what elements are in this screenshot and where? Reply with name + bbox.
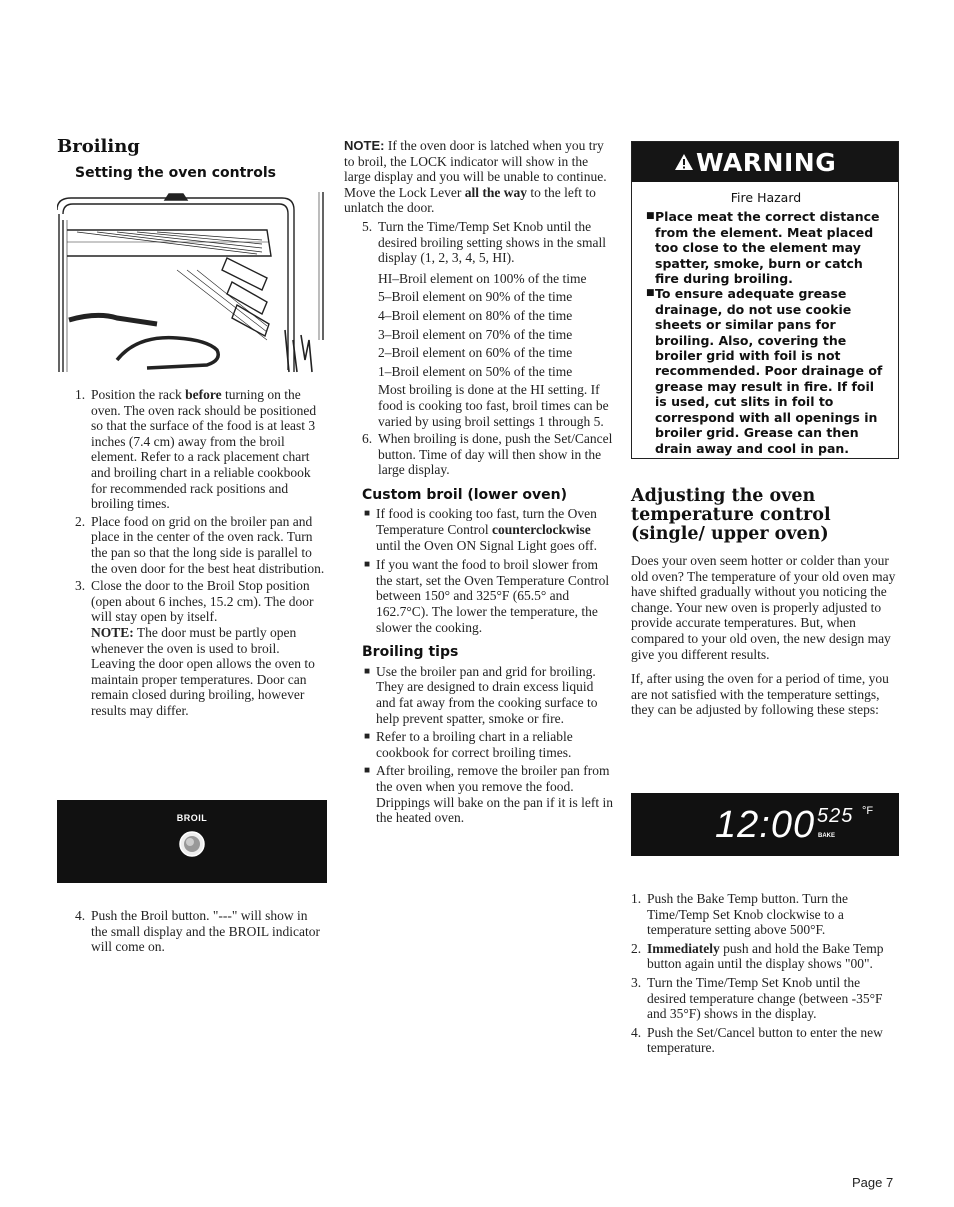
bullet-text: until the Oven ON Signal Light goes off. [376, 537, 597, 553]
oven-display-panel [631, 793, 899, 856]
step-text: Turn the Time/Temp Set Knob until the desired broiling setting shows in the small display (1, 2, 3, 4, 5, HI). [378, 218, 606, 266]
note-text: to the left to unlatch the door. [344, 184, 596, 216]
display-bake-indicator: BAKE [818, 833, 836, 839]
custom-bullet-2: ■ If you want the food to broil slower from the start, set the Oven Temperature Control between 150° and 325°F (65.5° and 162.7°C). The lower the temperature, the slower the cooking. [364, 557, 610, 635]
tip-item: ■ After broiling, remove the broiler pan from the oven when you remove the food. Drippings will bake on the pan if it is left in the heated oven. [364, 763, 613, 826]
step-number: 5. [362, 218, 373, 234]
warning-header [632, 142, 898, 182]
warning-bullet-1: ■ Place meat the correct distance from the element. Meat placed too close to the element may spatter, smoke, burn or catch fire during broiling. [646, 209, 880, 287]
step-number: 1. [75, 387, 86, 402]
section-title-broiling: Broiling [57, 136, 140, 157]
step-text: Push the Broil button. "---" will show in the small display and the BROIL indicator will come on. [91, 908, 320, 955]
tip-text: Refer to a broiling chart in a reliable cookbook for correct broiling times. [376, 729, 573, 760]
step-text: turning on the oven. The oven rack should be positioned so that the surface of the food is at least 3 inches (7.4 cm) away from the broil element. Refer to a rack placement chart and broiling chart in a reliable cookbook for recommended rack positions and broiling times. [91, 387, 317, 512]
step-text: push and hold the Bake Temp button again until the display shows "00". [647, 940, 884, 972]
bullet-text: If food is cooking too fast, turn the Oven Temperature Control [376, 506, 597, 538]
step-number: 1. [631, 891, 642, 906]
adjust-step-4 [613, 1025, 899, 1056]
oven-rack-illustration [57, 190, 327, 375]
step-text: When broiling is done, push the Set/Cancel button. Time of day will then show in the large display. [378, 431, 613, 478]
adjust-steps [613, 891, 899, 1058]
display-temp: 525 [817, 805, 854, 827]
step-number: 6. [362, 431, 373, 447]
broil-setting: 4–Broil element on 80% of the time [378, 307, 573, 323]
step-number: 4. [631, 1024, 642, 1040]
step-number: 2. [631, 940, 642, 956]
step-bold: Immediately [647, 940, 720, 956]
broil-button[interactable] [178, 830, 206, 858]
middle-column [344, 138, 614, 828]
adjust-section [631, 487, 899, 718]
tip-item: ■ Use the broiler pan and grid for broiling. They are designed to drain excess liquid and fat away from the cooking surface to help prevent spatter, smoke or fire. [364, 663, 598, 726]
warning-body [632, 182, 898, 456]
custom-broil-title: Custom broil (lower oven) [362, 486, 567, 503]
subtitle-setting-controls: Setting the oven controls [75, 165, 276, 181]
custom-bullet-1: ■ If food is cooking too fast, turn the Oven Temperature Control counterclockwise until the Oven ON Signal Light goes off. [364, 506, 597, 553]
step-2 [57, 514, 327, 576]
step-number: 3. [75, 578, 86, 594]
adjust-title: Adjusting the oven temperature control (single/ upper oven) [631, 486, 831, 544]
step-number: 2. [75, 513, 86, 529]
bullet-bold: counterclockwise [492, 522, 591, 538]
custom-broil-list [362, 506, 614, 635]
broiling-tips-title: Broiling tips [362, 644, 459, 661]
broil-control-panel [57, 800, 327, 883]
warning-text: To ensure adequate grease drainage, do not use cookie sheets or similar pans for broiling. Also, covering the broiler grid with foil is not recommended. Poor drainage of grease may result in fire. If foil is used, cut slits in foil to correspond with all openings in broiler grid. Grease can then drain away and cool in pan. [655, 286, 883, 456]
note-bold: all the way [464, 184, 527, 200]
adjust-step-3 [613, 975, 899, 1022]
left-column [57, 136, 327, 181]
lock-note [344, 138, 614, 216]
display-unit: °F [862, 805, 874, 817]
note-label: NOTE: [91, 624, 134, 640]
step-6 [344, 431, 614, 478]
broil-setting: 2–Broil element on 60% of the time [378, 345, 573, 361]
tip-text: Use the broiler pan and grid for broiling. They are designed to drain excess liquid and fat away from the cooking surface to help prevent spatter, smoke or fire. [376, 663, 598, 726]
step-number: 4. [75, 908, 86, 923]
broil-settings-list [378, 271, 614, 429]
adjust-step-1 [613, 891, 899, 938]
step-5 [344, 219, 614, 429]
step-text: Turn the Time/Temp Set Knob until the desired temperature change (between -35°F and 35°F) shows in the display. [647, 974, 883, 1022]
warning-bullet-2: ■ To ensure adequate grease drainage, do not use cookie sheets or similar pans for broiling. Also, covering the broiler grid with foil is not recommended. Poor drainage of grease may result in fire. If foil is used, cut slits in foil to correspond with all openings in broiler grid. Grease can then drain away and cool in pan. [646, 286, 883, 456]
step-text: Push the Set/Cancel button to enter the new temperature. [647, 1024, 883, 1056]
warning-text: Place meat the correct distance from the element. Meat placed too close to the element may spatter, smoke, burn or catch fire during broiling. [655, 209, 880, 287]
note-text: The door must be partly open whenever the oven is used to broil. Leaving the door open allows the oven to maintain proper temperatures. Door can remain closed during broiling, however results may differ. [91, 624, 315, 718]
step-number: 3. [631, 974, 642, 990]
warning-label: WARNING [696, 147, 837, 177]
broil-setting: 1–Broil element on 50% of the time [378, 363, 573, 379]
adjust-paragraph-2: If, after using the oven for a period of time, you are not satisfied with the temperature settings, they can be adjusted by following these steps: [631, 671, 889, 718]
adjust-paragraph-1: Does your oven seem hotter or colder than your old oven? The temperature of your old oven may have shifted gradually without you noticing the change. Your new oven is properly adjusted to provide accurate temperatures. But, when compared to your old oven, the new design may give you different results. [631, 553, 896, 662]
note-label: NOTE: [344, 138, 385, 153]
step-4 [57, 908, 327, 957]
step-text: Push the Bake Temp button. Turn the Time/Temp Set Knob clockwise to a temperature setting above 500°F. [647, 891, 848, 938]
tip-text: After broiling, remove the broiler pan from the oven when you remove the food. Drippings will bake on the pan if it is left in the heated oven. [376, 763, 613, 826]
bullet-text: If you want the food to broil slower from the start, set the Oven Temperature Control between 150° and 325°F (65.5° and 162.7°C). The lower the temperature, the slower the cooking. [376, 557, 610, 635]
broil-note: Most broiling is done at the HI setting. If food is cooking too fast, broil times can be varied by using broil settings 1 through 5. [378, 382, 609, 429]
note-text: If the oven door is latched when you try to broil, the LOCK indicator will show in the large display and you will be unable to continue. Move the Lock Lever [344, 138, 607, 200]
page-number: Page 7 [852, 1175, 894, 1190]
adjust-step-2 [613, 941, 899, 972]
broil-setting: 5–Broil element on 90% of the time [378, 289, 573, 305]
tip-item: ■ Refer to a broiling chart in a reliable cookbook for correct broiling times. [364, 729, 573, 760]
note-paragraph [91, 625, 327, 719]
warning-triangle-icon [674, 153, 694, 171]
display-time: 12:00 [715, 804, 816, 846]
step-1 [57, 387, 327, 512]
hazard-title: Fire Hazard [730, 190, 802, 205]
step-text: Position the rack [91, 387, 186, 402]
step-text: Close the door to the Broil Stop position (open about 6 inches, 15.2 cm). The door will stay open by itself. [91, 578, 314, 625]
step-3 [57, 578, 327, 718]
broiling-tips-list [362, 664, 614, 826]
broil-label: BROIL [176, 813, 208, 823]
step-text: Place food on grid on the broiler pan and place in the center of the oven rack. Turn the pan so that the long side is parallel to the oven door for the best heat distribution. [91, 513, 325, 576]
broil-setting: 3–Broil element on 70% of the time [378, 326, 573, 342]
warning-box [631, 141, 899, 459]
left-steps [57, 387, 327, 720]
broil-setting: HI–Broil element on 100% of the time [378, 270, 587, 286]
step-bold: before [185, 387, 222, 402]
